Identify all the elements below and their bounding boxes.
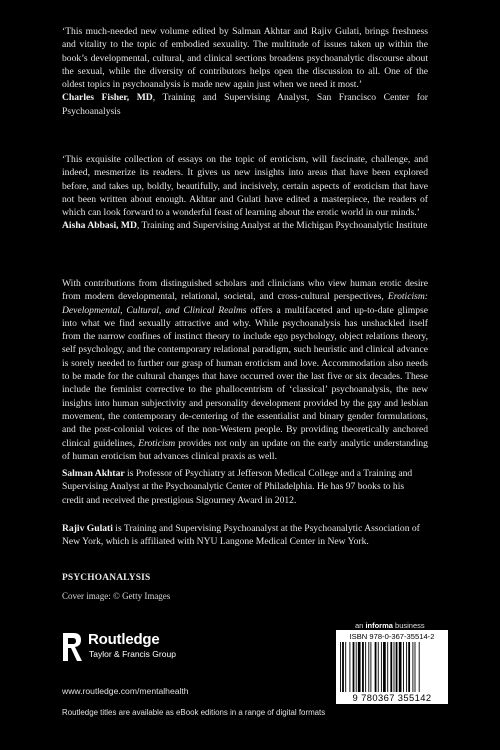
barcode (336, 630, 448, 704)
review-1-role: , Training and Supervising Analyst, San Francisco Center for Psychoanalysis (62, 92, 428, 117)
editor-name: Salman Akhtar (62, 468, 125, 479)
cover-credit: Cover image: © Getty Images (62, 591, 171, 601)
barcode-stripe (342, 642, 344, 692)
editor-bio-text: is Training and Supervising Psychoanalyst at the Psychoanalytic Association of New York, which is affiliated with NYU Langone Medical Center in New York. (62, 523, 420, 548)
barcode-stripe (349, 642, 350, 692)
description-text: offers a multifaceted and up-to-date glimpse into what we find sexually attractive and why. While psychoanalysis has unshackled itself from the narrow confines of instinct theory to include ego psychology, object relations theory, self psychology, and the contemporary relational paradigm, such heuristic and clinical advance is sorely needed to further our grasp of human eroticism and love. Accommodation also needs to be made for the cultural changes that have occurred over the last five or six decades. These include the feminist corrective to the phallocentrism of ‘classical’ psychoanalysis, the new insights into human subjectivity and personality development provided by the gay and lesbian movement, the contemporary de-centering of the essentialist and binary gender formulations, and the post-colonial voices of the non-Western people. By providing theoretically anchored clinical guidelines, (62, 304, 429, 449)
review-1-name: Charles Fisher, MD (62, 92, 153, 104)
publisher-website[interactable]: www.routledge.com/mentalhealth (62, 686, 189, 696)
book-title-short: Eroticism (138, 437, 176, 449)
ebook-note: Routledge titles are available as eBook editions in a range of digital formats (62, 708, 326, 717)
publisher-logo (62, 630, 222, 670)
barcode-stripe (368, 642, 369, 692)
barcode-stripe (340, 642, 341, 692)
barcode-stripe (406, 642, 407, 692)
subject-category: PSYCHOANALYSIS (62, 573, 151, 583)
barcode-digits: 9 780367 355142 (352, 692, 432, 703)
barcode-stripe (362, 642, 364, 692)
editor-name: Rajiv Gulati (62, 523, 113, 534)
informa-tagline (355, 621, 425, 630)
barcode-stripe (396, 642, 398, 692)
description-paragraph (62, 277, 428, 463)
editor-bio-2 (62, 522, 428, 549)
description-text: With contributions from distinguished scholars and clinicians who view human erotic desire from modern developmental, relational, societal, and cross-cultural perspectives, (62, 278, 428, 303)
informa-brand: informa (365, 621, 393, 630)
review-2-quote: ‘This exquisite collection of essays on the topic of eroticism, will fascinate, challenge, and indeed, mesmerize its readers. It gives us new insights into areas that have been explored before, and takes up, boldly, beautifully, and incisively, certain aspects of eroticism that have not been written about enough. Akhtar and Gulati have edited a masterpiece, the readers of which can look forward to a wonderful feast of learning about the erotic world in our minds.’ (62, 154, 428, 219)
informa-prefix: an (355, 621, 366, 630)
barcode-stripe (408, 642, 410, 692)
review-1 (62, 25, 428, 118)
description-text: provides not only an update on the early analytic understanding of human eroticism but advances clinical praxis as well. (62, 437, 428, 462)
barcode-stripe (375, 642, 377, 692)
review-2-role: , Training and Supervising Analyst at the Michigan Psychoanalytic Institute (136, 220, 428, 232)
barcode-stripe (415, 642, 416, 692)
informa-suffix: business (392, 621, 425, 630)
publisher-name: Routledge (88, 631, 160, 648)
barcode-stripe (387, 642, 388, 692)
barcode-stripe (399, 642, 402, 692)
barcode-stripe (403, 642, 404, 692)
barcode-stripe (412, 642, 413, 692)
editor-bio-text: is Professor of Psychiatry at Jefferson Medical College and a Training and Supervising Analyst at the Psychoanalytic Center of Philadelphia. He has 97 books to his credit and received the prestigious Sigourney Award in 2012. (62, 468, 413, 506)
barcode-stripe (381, 642, 382, 692)
review-2-attribution (62, 219, 428, 232)
publisher-group: Taylor & Francis Group (89, 649, 176, 659)
barcode-stripe (345, 642, 346, 692)
barcode-stripe (358, 642, 361, 692)
review-2-name: Aisha Abbasi, MD (62, 220, 137, 232)
book-title: Eroticism: Developmental, Cultural, and Clinical Realms (62, 291, 428, 316)
barcode-stripe (378, 642, 379, 692)
review-2 (62, 153, 428, 233)
barcode-stripe (353, 642, 355, 692)
barcode-stripe (394, 642, 395, 692)
isbn-label: ISBN 978-0-367-35514-2 (349, 632, 435, 641)
barcode-stripe (356, 642, 357, 692)
barcode-stripe (419, 642, 420, 692)
review-1-attribution (62, 91, 428, 118)
editor-bio-1 (62, 467, 428, 507)
barcode-stripe (370, 642, 371, 692)
review-1-quote: ‘This much-needed new volume edited by Salman Akhtar and Rajiv Gulati, brings freshness and vitality to the topic of embodied sexuality. The multitude of issues taken up within the book’s developmental, cultural, and clinical sections broadens psychoanalytic discourse about the sexual, while the diversity of contributors helps open the discussion to all. One of the oldest topics in psychoanalysis is made new again just when we need it most.’ (62, 26, 428, 91)
book-description (62, 277, 428, 463)
barcode-stripe (390, 642, 392, 692)
barcode-stripe (365, 642, 366, 692)
routledge-mark-icon (62, 630, 84, 664)
barcode-stripe (383, 642, 386, 692)
barcode-bars-icon (340, 642, 444, 692)
